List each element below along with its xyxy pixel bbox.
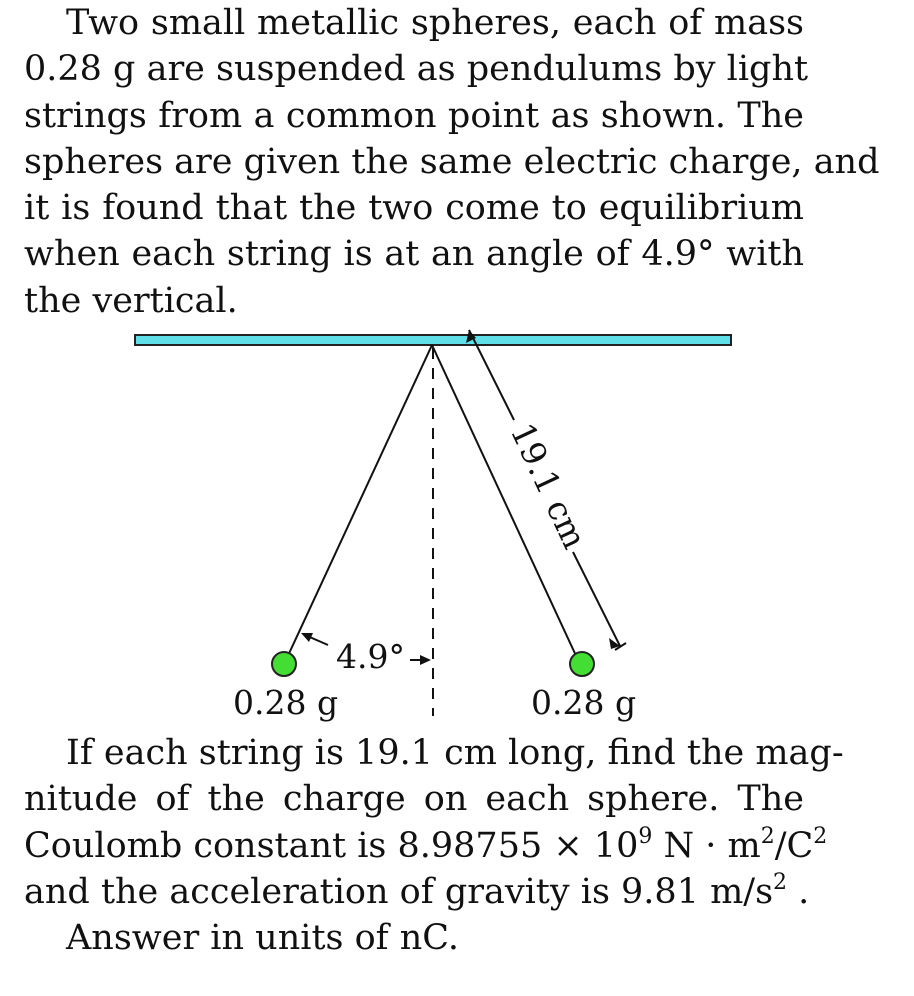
right-mass-label: 0.28 g — [531, 683, 637, 722]
question-line: nitude of the charge on each sphere. The — [24, 779, 804, 820]
right-sphere — [570, 652, 594, 676]
answer-units: Answer in units of nC. — [66, 918, 459, 958]
length-label: 19.1 cm — [502, 416, 595, 555]
question-line: If each string is 19.1 cm long, find the mag- — [66, 733, 844, 773]
intro-line: it is found that the two come to equilibrium — [24, 188, 804, 229]
intro-line: spheres are given the same electric charge, and — [24, 141, 880, 182]
question-line: and the acceleration of gravity is 9.81 $m/s^2$ . — [24, 869, 810, 912]
left-mass-label: 0.28 g — [233, 683, 339, 722]
intro-line: Two small metallic spheres, each of mass — [66, 3, 804, 43]
intro-line: 0.28 g are suspended as pendulums by light — [24, 49, 809, 90]
intro-line: when each string is at an angle of 4.9° with — [24, 234, 804, 275]
intro-line: the vertical. — [24, 280, 238, 321]
ceiling-bar — [135, 335, 731, 345]
length-dimension — [466, 330, 626, 650]
question-line: Coulomb constant is $8.98755 \times 10^9$ $N \cdot m^2/C^2$ — [24, 823, 828, 866]
left-sphere — [272, 652, 296, 676]
intro-line: strings from a common point as shown. The — [24, 95, 804, 136]
left-string — [286, 345, 432, 660]
problem-question — [24, 730, 844, 915]
angle-label: 4.9° — [336, 637, 405, 676]
angle-indicator — [301, 633, 431, 676]
